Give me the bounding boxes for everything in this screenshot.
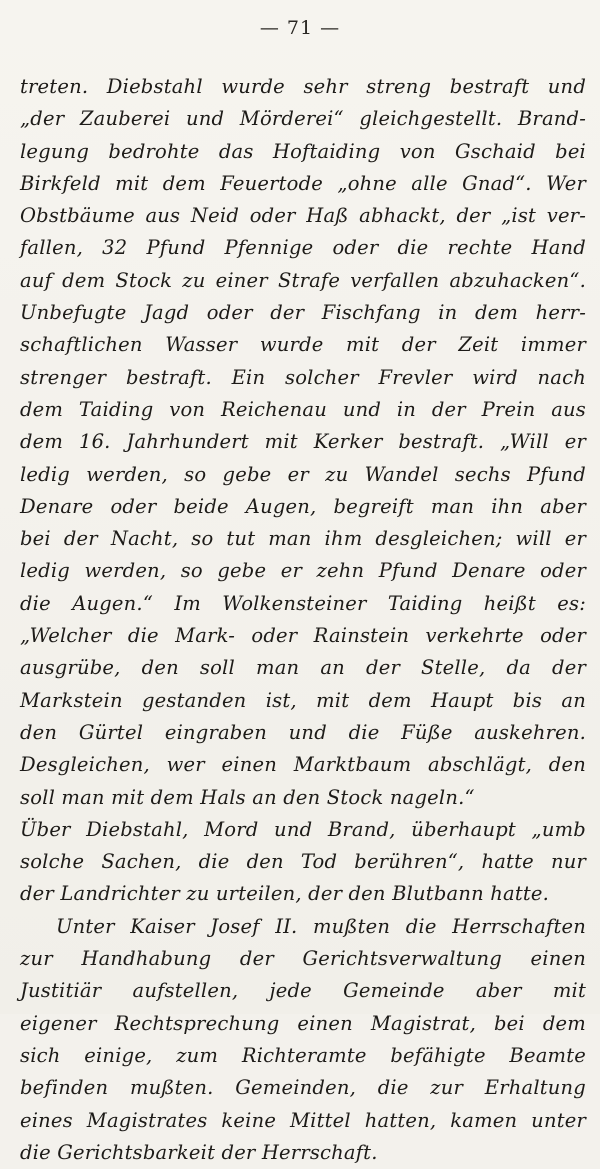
text-line: Justitiär aufstellen, jede Gemeinde aber mit [20, 979, 586, 1003]
text-line: den Gürtel eingraben und die Füße auskehren. [20, 720, 586, 744]
text-line: „der Zauberei und Mörderei“ gleichgestellt. Brand- [20, 107, 586, 131]
text-line: Denare oder beide Augen, begreift man ihn aber [20, 494, 586, 518]
text-line: ledig werden, so gebe er zehn Pfund Denare oder [20, 559, 586, 583]
text-line: auf dem Stock zu einer Strafe verfallen abzuhacken“. [20, 268, 586, 292]
paragraph-start-line: Unter Kaiser Josef II. mußten die Herrschaften [56, 914, 586, 938]
text-line: fallen, 32 Pfund Pfennige oder die rechte Hand [20, 236, 586, 260]
page-number: — 71 — [259, 17, 341, 39]
text-line: sich einige, zum Richteramte befähigte Beamte [20, 1043, 586, 1067]
text-line: ledig werden, so gebe er zu Wandel sechs Pfund [20, 462, 586, 486]
text-line: zur Handhabung der Gerichtsverwaltung einen [20, 947, 586, 971]
text-line: dem Taiding von Reichenau und in der Prein aus [20, 397, 586, 421]
paragraph-end-line: der Landrichter zu urteilen, der den Blutbann hatte. [20, 882, 550, 906]
text-line: dem 16. Jahrhundert mit Kerker bestraft. „Will er [20, 430, 586, 454]
text-line: eigener Rechtsprechung einen Magistrat, bei dem [20, 1011, 586, 1035]
text-line: eines Magistrates keine Mittel hatten, kamen unter [20, 1108, 586, 1132]
text-line: die Augen.“ Im Wolkensteiner Taiding heißt es: [20, 591, 586, 615]
text-line: „Welcher die Mark- oder Rainstein verkehrte oder [20, 624, 586, 648]
text-line: soll man mit dem Hals an den Stock nageln.“ [20, 785, 475, 809]
text-line: Markstein gestanden ist, mit dem Haupt bis an [20, 688, 586, 712]
text-line: Desgleichen, wer einen Marktbaum abschlägt, den [20, 753, 586, 777]
text-line: Birkfeld mit dem Feuertode „ohne alle Gnad“. Wer [20, 171, 586, 195]
text-line: Über Diebstahl, Mord und Brand, überhaupt „umb [20, 817, 586, 841]
text-line: befinden mußten. Gemeinden, die zur Erhaltung [20, 1076, 586, 1100]
text-line: solche Sachen, die den Tod berühren“, hatte nur [20, 850, 586, 874]
text-line: bei der Nacht, so tut man ihm desgleichen; will er [20, 527, 586, 551]
text-line: Obstbäume aus Neid oder Haß abhackt, der „ist ver- [20, 204, 586, 228]
body-text [20, 71, 586, 1169]
text-line: schaftlichen Wasser wurde mit der Zeit immer [20, 333, 586, 357]
text-line: legung bedrohte das Hoftaiding von Gschaid bei [20, 139, 586, 163]
text-line: strenger bestraft. Ein solcher Frevler wird nach [20, 365, 586, 389]
text-line: treten. Diebstahl wurde sehr streng bestraft und [20, 75, 586, 98]
text-line: ausgrübe, den soll man an der Stelle, da der [20, 656, 586, 680]
text-line: Unbefugte Jagd oder der Fischfang in dem herr- [20, 301, 586, 325]
paragraph-end-line: die Gerichtsbarkeit der Herrschaft. [20, 1140, 378, 1164]
